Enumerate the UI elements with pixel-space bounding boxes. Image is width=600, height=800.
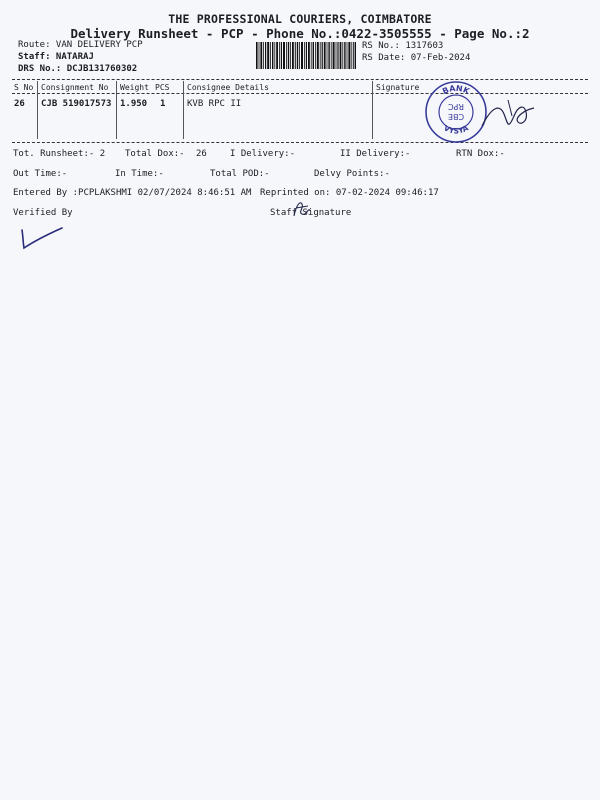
verified-signature-mark — [16, 224, 66, 252]
barcode-graphic — [256, 42, 356, 69]
header-sno: S No — [14, 83, 34, 92]
stamp-line-2: RPC — [448, 102, 464, 111]
handwritten-signature — [478, 96, 538, 136]
tot-runsheet: Tot. Runsheet:- 2 — [13, 149, 106, 159]
stamp-line-1: CBE — [447, 112, 465, 121]
delvy-points: Delvy Points:- — [314, 169, 390, 179]
rs-number: RS No.: 1317603 — [362, 41, 444, 51]
table-header-rule — [12, 93, 588, 94]
header-consignment: Consignment No — [41, 83, 109, 92]
company-title: THE PROFESSIONAL COURIERS, COIMBATORE — [168, 12, 432, 26]
staff-label: Staff: NATARAJ — [18, 52, 94, 62]
column-divider — [183, 81, 184, 139]
drs-number: DRS No.: DCJB131760302 — [18, 64, 138, 74]
i-delivery: I Delivery:- — [230, 149, 296, 159]
in-time: In Time:- — [115, 169, 164, 179]
header-signature: Signature — [376, 83, 420, 92]
rtn-dox: RTN Dox:- — [456, 149, 505, 159]
total-pod: Total POD:- — [210, 169, 270, 179]
entered-by: Entered By :PCPLAKSHMI 02/07/2024 8:46:51 AM — [13, 188, 252, 198]
column-divider — [372, 81, 373, 139]
stamp-top-text: BANK — [441, 83, 471, 97]
total-dox-label: Total Dox:- — [125, 149, 185, 159]
runsheet-subtitle: Delivery Runsheet - PCP - Phone No.:0422-3505555 - Page No.:2 — [70, 26, 530, 41]
column-divider — [37, 81, 38, 139]
staff-signature-scribble — [290, 196, 314, 220]
row-weight: 1.950 — [120, 99, 148, 109]
svg-text:VYSYA — [442, 123, 470, 135]
ii-delivery: II Delivery:- — [340, 149, 411, 159]
header-consignee: Consignee Details — [187, 83, 269, 92]
table-bottom-rule — [12, 142, 588, 143]
header-pcs: PCS — [155, 83, 170, 92]
row-consignment: CJB 519017573 — [41, 99, 112, 109]
rs-date: RS Date: 07-Feb-2024 — [362, 53, 471, 63]
table-top-rule — [12, 79, 588, 80]
row-sno: 26 — [14, 99, 25, 109]
reprinted-on: Reprinted on: 07-02-2024 09:46:17 — [260, 188, 439, 198]
staff-signature: Staff Signature — [270, 208, 352, 218]
route-label: Route: VAN DELIVERY PCP — [18, 40, 143, 50]
row-consignee: KVB RPC II — [187, 99, 242, 109]
out-time: Out Time:- — [13, 169, 68, 179]
column-divider — [116, 81, 117, 139]
row-pcs: 1 — [160, 99, 166, 109]
total-dox-value: 26 — [196, 149, 207, 159]
stamp-bottom-text: VYSYA — [442, 123, 470, 136]
header-weight: Weight — [120, 83, 149, 92]
verified-by: Verified By — [13, 208, 73, 218]
